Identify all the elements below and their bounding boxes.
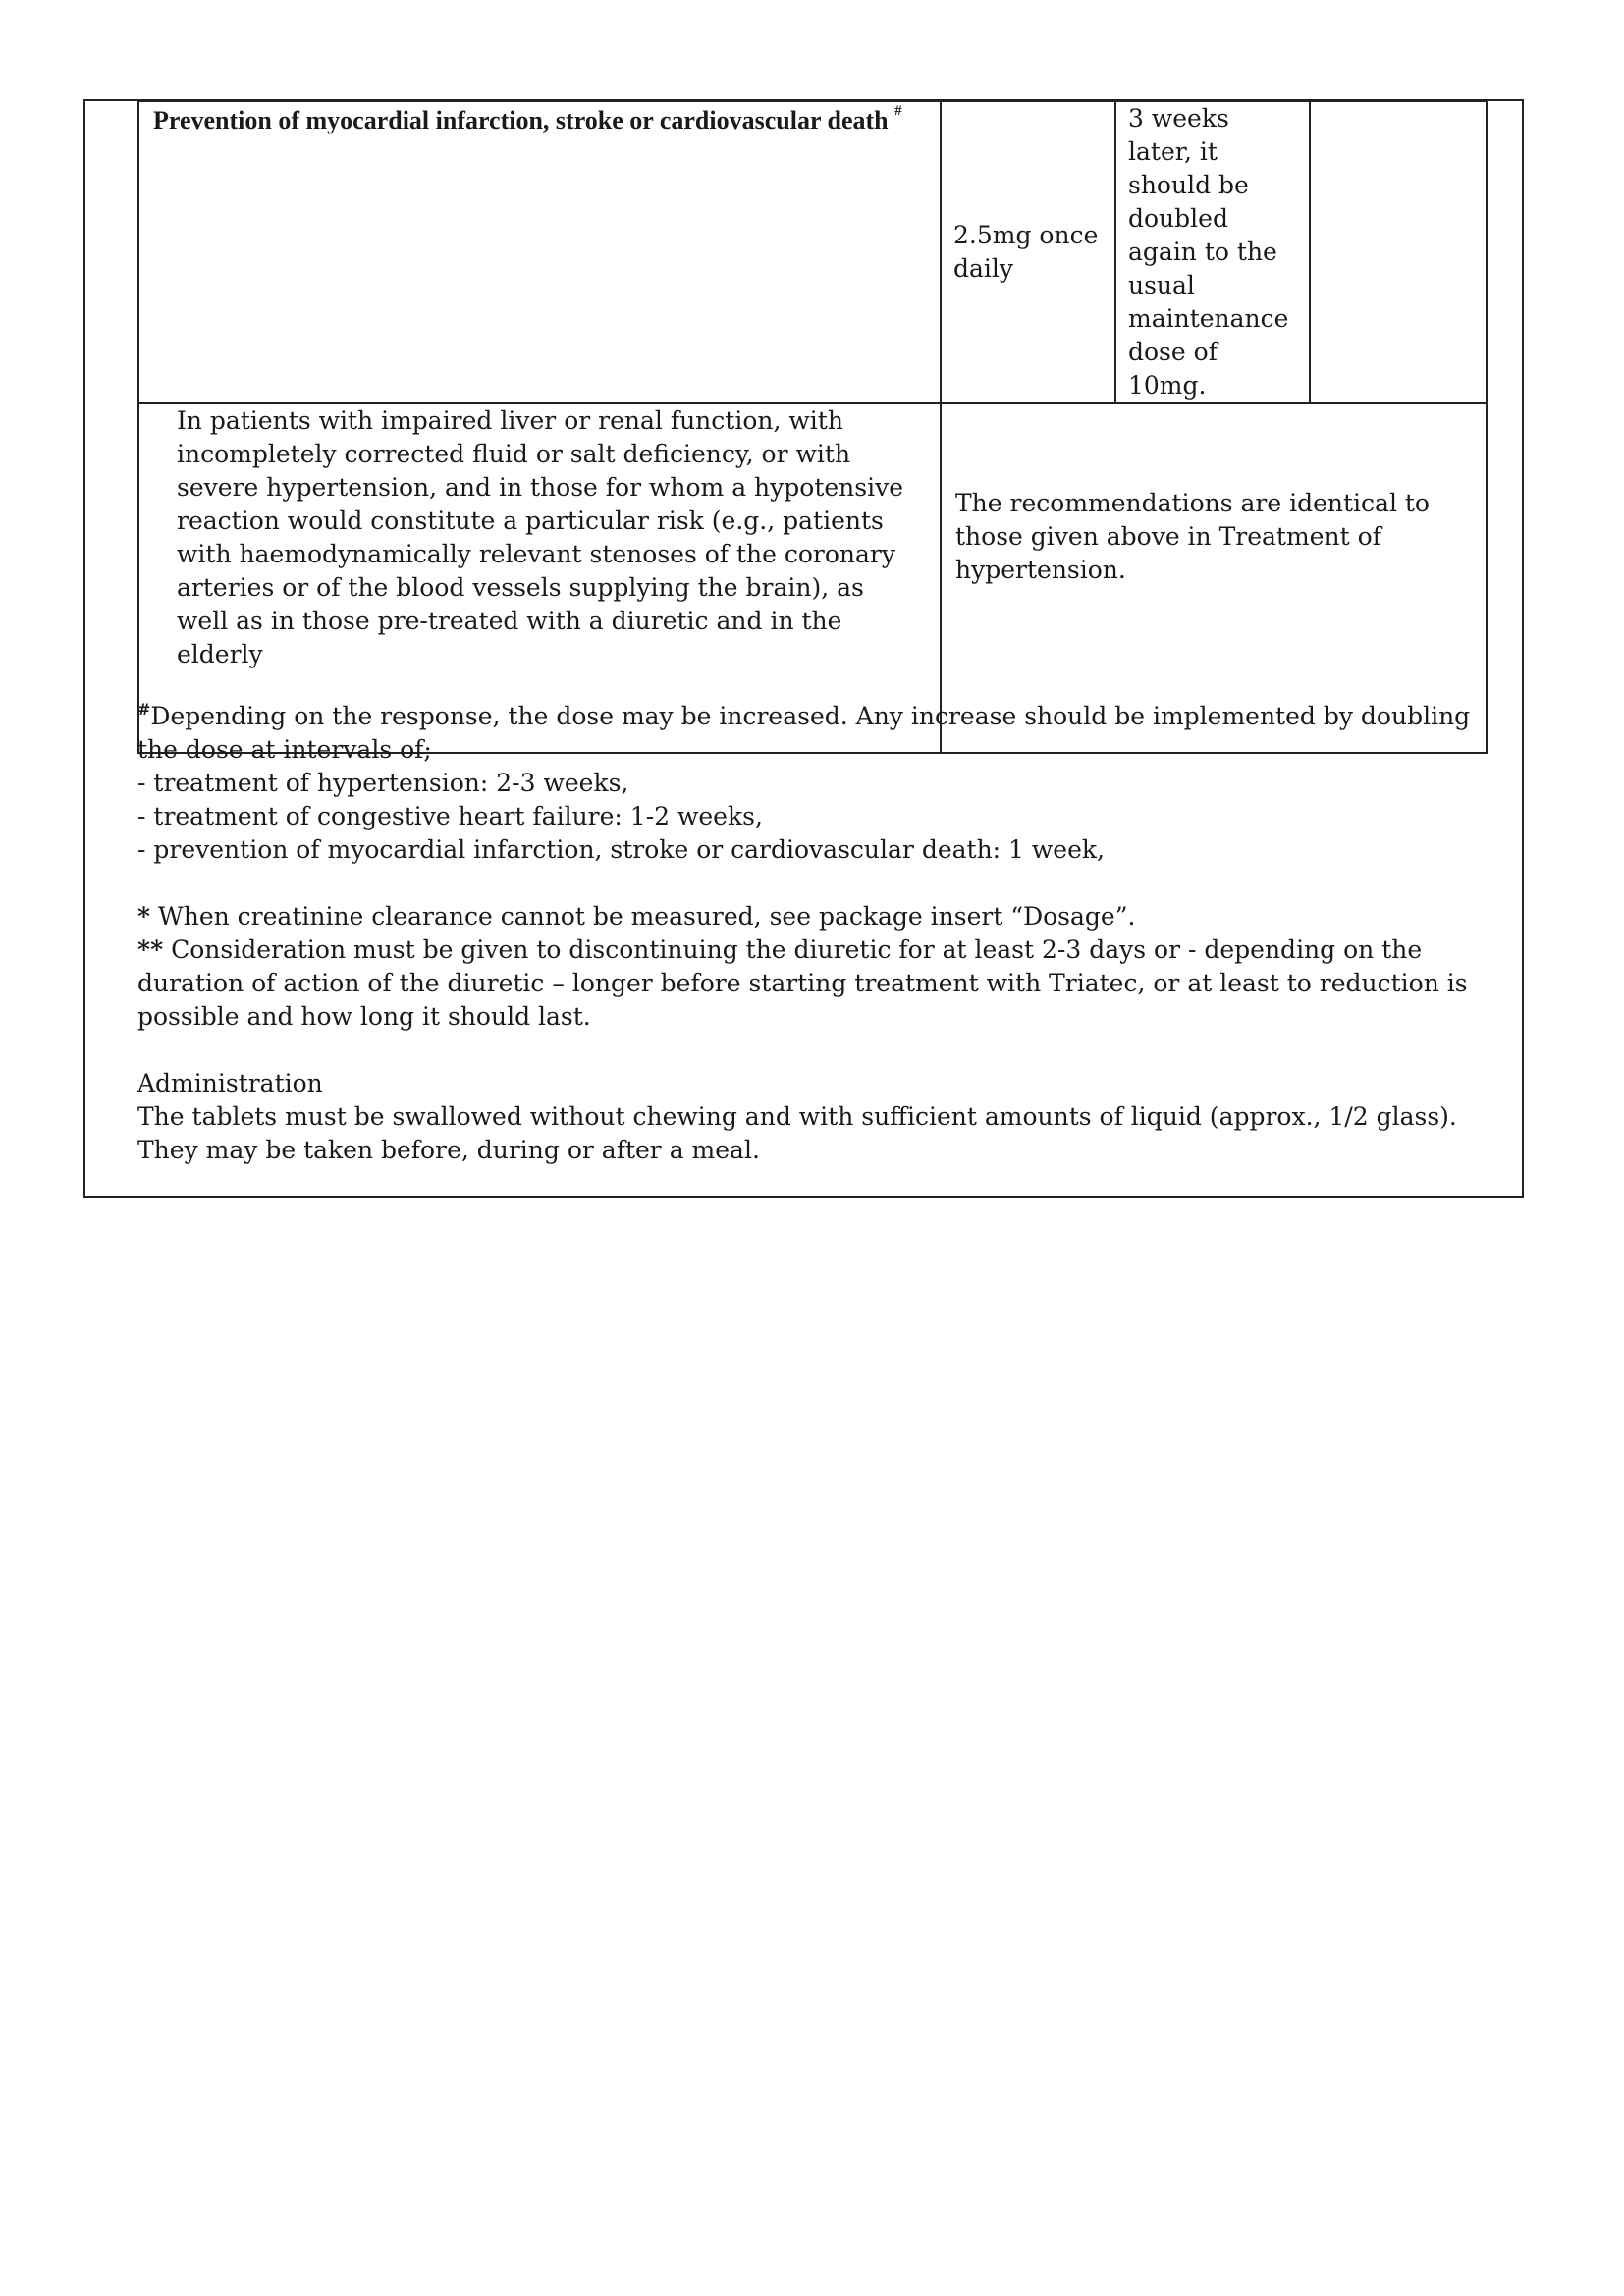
dose-step-line: usual [1128,271,1195,299]
administration-heading: Administration [137,1069,323,1097]
dose-step-line: maintenance [1128,304,1289,333]
dose-step-line: dose of [1128,338,1218,366]
dose-step-line: 3 weeks [1128,104,1229,133]
hash-symbol: # [137,700,151,719]
footnote-star-text: When creatinine clearance cannot be measured, see package insert “Dosage”. [150,902,1136,931]
max-dose-cell [1310,101,1487,403]
administration-text: The tablets must be swallowed without chewing and with sufficient amounts of liquid (approx., 1/2 glass). They may be taken before, during or after a meal. [137,1102,1457,1164]
dose-step-line: again to the [1128,238,1277,266]
star-symbol: * [137,902,151,931]
double-star-symbol: ** [137,935,164,964]
footnote-star [137,900,1497,934]
footnote-double-star [137,934,1497,1034]
dose-step-line: later, it [1128,137,1218,166]
table-row [138,101,1487,403]
special-patients-cell: In patients with impaired liver or renal function, with incompletely corrected fluid or salt deficiency, or with severe hypertension, and in those for whom a hypotensive reaction would constitute a particular risk (e.g., patients with haemodynamically relevant stenoses of the coronary arteries or of the blood vessels supplying the brain), as well as in those pre-treated with a diuretic and in the elderly [138,403,941,753]
footnote-double-star-text: Consideration must be given to discontinuing the diuretic for at least 2-3 days or - depending on the duration of action of the diuretic – longer before starting treatment with Triatec, or at least to reduction is possible and how long it should last. [137,935,1468,1031]
dosage-table [137,100,1488,754]
interval-item: - prevention of myocardial infarction, stroke or cardiovascular death: 1 week, [137,835,1105,864]
footnote-hash-text: Depending on the response, the dose may be increased. Any increase should be implemented by doubling the dose at intervals of; [137,702,1471,764]
dose-step-line: 10mg. [1128,371,1207,400]
footnotes [137,700,1497,1167]
footnote-hash [137,700,1497,767]
dose-step-line: doubled [1128,204,1228,233]
indication-cell [138,101,941,403]
interval-item: - treatment of hypertension: 2-3 weeks, [137,769,629,797]
recommendation-cell: The recommendations are identical to those given above in Treatment of hypertension. [941,403,1487,753]
footnote-mark: # [894,103,902,119]
dose-step-line: should be [1128,171,1249,199]
indication-text: Prevention of myocardial infarction, stroke or cardiovascular death [153,106,889,134]
interval-item: - treatment of congestive heart failure: 1-2 weeks, [137,802,763,830]
dose-step-cell [1115,101,1310,403]
initial-dose-cell: 2.5mg once daily [941,101,1115,403]
